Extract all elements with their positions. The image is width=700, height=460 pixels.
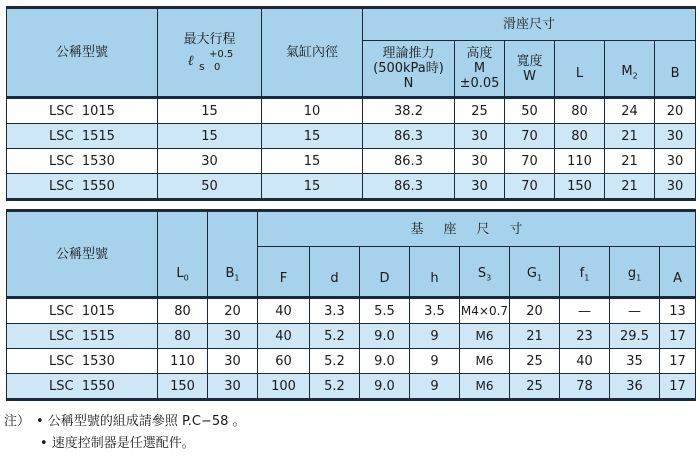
model-cell: LSC 1530 bbox=[7, 149, 158, 174]
value-cell: 29.5 bbox=[610, 324, 660, 349]
value-cell: 70 bbox=[505, 124, 555, 149]
header-col-label: L bbox=[176, 266, 184, 282]
header-col bbox=[258, 247, 310, 298]
value-cell: 50 bbox=[158, 174, 262, 200]
value-cell: 80 bbox=[555, 98, 605, 124]
value-cell: 15 bbox=[262, 149, 363, 174]
header-bore: 氣缸內徑 bbox=[262, 8, 363, 98]
value-cell: 9.0 bbox=[360, 374, 410, 400]
value-cell: 3.5 bbox=[410, 298, 460, 324]
header-col bbox=[208, 247, 258, 298]
header-col bbox=[410, 247, 460, 298]
header-col-label: B bbox=[225, 266, 235, 282]
value-cell: 60 bbox=[258, 349, 310, 374]
header-col-label: f bbox=[579, 266, 585, 282]
value-cell: 9 bbox=[410, 374, 460, 400]
value-cell: 9 bbox=[410, 324, 460, 349]
value-cell: 100 bbox=[258, 374, 310, 400]
header-thrust-l3: N bbox=[403, 76, 414, 91]
value-cell: 30 bbox=[208, 324, 258, 349]
table-row bbox=[7, 149, 696, 174]
stroke-tolerance bbox=[158, 47, 261, 73]
value-cell: 36 bbox=[610, 374, 660, 400]
value-cell: 78 bbox=[560, 374, 610, 400]
header-M2 bbox=[605, 41, 655, 98]
header-col-label: S bbox=[477, 266, 487, 282]
header-base-dims bbox=[258, 211, 696, 247]
header-height-l1: 高度 bbox=[466, 46, 493, 61]
header-col-label: G bbox=[526, 266, 537, 282]
model-cell: LSC 1550 bbox=[7, 374, 158, 400]
value-cell: 25 bbox=[510, 349, 560, 374]
header-col bbox=[660, 247, 696, 298]
header-col-sub: 1 bbox=[636, 274, 642, 283]
header-slide-dims: 滑座尺寸 bbox=[363, 8, 696, 41]
header-B: B bbox=[655, 41, 696, 98]
value-cell: M6 bbox=[460, 324, 510, 349]
header-thrust-l2: (500kPa時) bbox=[373, 61, 444, 76]
header-col-label: D bbox=[379, 271, 390, 286]
header-height-l2: M bbox=[473, 61, 486, 76]
value-cell: 30 bbox=[158, 149, 262, 174]
note-prefix: 注） bbox=[4, 414, 31, 429]
base-dimensions-table bbox=[6, 209, 696, 401]
header-width-l1: 寬度 bbox=[516, 53, 543, 69]
header-L: L bbox=[555, 41, 605, 98]
model-cell: LSC 1015 bbox=[7, 98, 158, 124]
header-M2-sub: 2 bbox=[632, 71, 638, 81]
value-cell: 30 bbox=[208, 374, 258, 400]
value-cell: 15 bbox=[262, 174, 363, 200]
header-col-label: F bbox=[279, 271, 288, 286]
header-model: 公稱型號 bbox=[7, 8, 158, 98]
header-height bbox=[455, 41, 505, 98]
header-width-l2: W bbox=[523, 68, 536, 84]
table-row bbox=[7, 298, 696, 324]
header-max-stroke bbox=[158, 8, 262, 98]
value-cell: 86.3 bbox=[363, 174, 455, 200]
value-cell: 30 bbox=[208, 349, 258, 374]
value-cell: 35 bbox=[610, 349, 660, 374]
table-row bbox=[7, 98, 696, 124]
value-cell: 21 bbox=[510, 324, 560, 349]
header-col-label: d bbox=[330, 271, 339, 286]
header-col bbox=[360, 247, 410, 298]
value-cell: 15 bbox=[262, 124, 363, 149]
table-row bbox=[7, 374, 696, 400]
header-model-2: 公稱型號 bbox=[7, 211, 158, 298]
note-text-1: • 公稱型號的組成請參照 P.C−58 。 bbox=[36, 414, 246, 429]
value-cell: 23 bbox=[560, 324, 610, 349]
table-row bbox=[7, 174, 696, 200]
value-cell: 30 bbox=[655, 124, 696, 149]
value-cell: 17 bbox=[660, 374, 696, 400]
value-cell: 150 bbox=[158, 374, 208, 400]
header-col bbox=[158, 247, 208, 298]
notes bbox=[4, 411, 246, 455]
table-row bbox=[7, 124, 696, 149]
value-cell: 20 bbox=[208, 298, 258, 324]
header-col-label: A bbox=[673, 271, 683, 286]
value-cell: 30 bbox=[455, 174, 505, 200]
value-cell: 13 bbox=[660, 298, 696, 324]
value-cell: 25 bbox=[455, 98, 505, 124]
note-line-1 bbox=[4, 411, 246, 433]
header-thrust-l1: 理論推力 bbox=[382, 46, 435, 61]
value-cell: 5.2 bbox=[310, 374, 360, 400]
header-col-sub: 3 bbox=[486, 274, 492, 283]
header-col-sub: 1 bbox=[536, 274, 543, 283]
value-cell: 70 bbox=[505, 174, 555, 200]
value-cell: 30 bbox=[655, 174, 696, 200]
value-cell: 30 bbox=[455, 149, 505, 174]
stroke-symbol: ℓ bbox=[188, 53, 194, 69]
stroke-tol-zero: 0 bbox=[214, 62, 221, 73]
note-line-2 bbox=[4, 433, 246, 455]
value-cell: 40 bbox=[258, 298, 310, 324]
header-col bbox=[460, 247, 510, 298]
value-cell: 86.3 bbox=[363, 149, 455, 174]
header-max-stroke-label: 最大行程 bbox=[183, 32, 236, 47]
stroke-symbol-sub: s bbox=[199, 60, 205, 73]
value-cell: 5.2 bbox=[310, 349, 360, 374]
value-cell: 15 bbox=[158, 124, 262, 149]
header-col-sub: 1 bbox=[234, 274, 240, 283]
header-col-sub: 1 bbox=[584, 274, 590, 283]
model-cell: LSC 1530 bbox=[7, 349, 158, 374]
value-cell: 25 bbox=[510, 374, 560, 400]
value-cell: 80 bbox=[555, 124, 605, 149]
model-cell: LSC 1015 bbox=[7, 298, 158, 324]
value-cell: 30 bbox=[655, 149, 696, 174]
header-width bbox=[505, 41, 555, 98]
value-cell: M4×0.7 bbox=[460, 298, 510, 324]
header-M2-label: M bbox=[621, 63, 633, 79]
header-blank-b1 bbox=[208, 211, 258, 247]
model-cell: LSC 1515 bbox=[7, 124, 158, 149]
value-cell: 21 bbox=[605, 174, 655, 200]
value-cell: 38.2 bbox=[363, 98, 455, 124]
value-cell: 17 bbox=[660, 349, 696, 374]
value-cell: 5.5 bbox=[360, 298, 410, 324]
value-cell: 5.2 bbox=[310, 324, 360, 349]
value-cell: M6 bbox=[460, 349, 510, 374]
value-cell: 80 bbox=[158, 298, 208, 324]
header-col bbox=[560, 247, 610, 298]
value-cell: 3.3 bbox=[310, 298, 360, 324]
value-cell: 40 bbox=[560, 349, 610, 374]
value-cell: 86.3 bbox=[363, 124, 455, 149]
model-cell: LSC 1515 bbox=[7, 324, 158, 349]
header-col bbox=[610, 247, 660, 298]
value-cell: 10 bbox=[262, 98, 363, 124]
value-cell: 9.0 bbox=[360, 349, 410, 374]
header-base-dims-label: 基座尺寸 bbox=[410, 221, 543, 237]
header-col-label: h bbox=[430, 271, 439, 286]
header-col bbox=[310, 247, 360, 298]
value-cell: 20 bbox=[510, 298, 560, 324]
value-cell: 110 bbox=[158, 349, 208, 374]
value-cell: 9.0 bbox=[360, 324, 410, 349]
header-blank-l0 bbox=[158, 211, 208, 247]
value-cell: — bbox=[610, 298, 660, 324]
value-cell: — bbox=[560, 298, 610, 324]
value-cell: 21 bbox=[605, 124, 655, 149]
value-cell: 15 bbox=[158, 98, 262, 124]
model-cell: LSC 1550 bbox=[7, 174, 158, 200]
value-cell: 40 bbox=[258, 324, 310, 349]
value-cell: M6 bbox=[460, 374, 510, 400]
value-cell: 21 bbox=[605, 149, 655, 174]
value-cell: 50 bbox=[505, 98, 555, 124]
value-cell: 150 bbox=[555, 174, 605, 200]
value-cell: 24 bbox=[605, 98, 655, 124]
header-col-label: g bbox=[627, 266, 637, 282]
header-col bbox=[510, 247, 560, 298]
header-col-sub: 0 bbox=[183, 274, 189, 283]
value-cell: 70 bbox=[505, 149, 555, 174]
header-thrust bbox=[363, 41, 455, 98]
table-row bbox=[7, 324, 696, 349]
slide-dimensions-table bbox=[6, 6, 696, 201]
value-cell: 20 bbox=[655, 98, 696, 124]
value-cell: 110 bbox=[555, 149, 605, 174]
value-cell: 9 bbox=[410, 349, 460, 374]
table-row bbox=[7, 349, 696, 374]
value-cell: 80 bbox=[158, 324, 208, 349]
value-cell: 30 bbox=[455, 124, 505, 149]
value-cell: 17 bbox=[660, 324, 696, 349]
header-height-l3: ±0.05 bbox=[459, 76, 500, 91]
note-text-2: • 速度控制器是任選配件。 bbox=[40, 436, 195, 451]
stroke-tol-plus: +0.5 bbox=[209, 49, 234, 60]
